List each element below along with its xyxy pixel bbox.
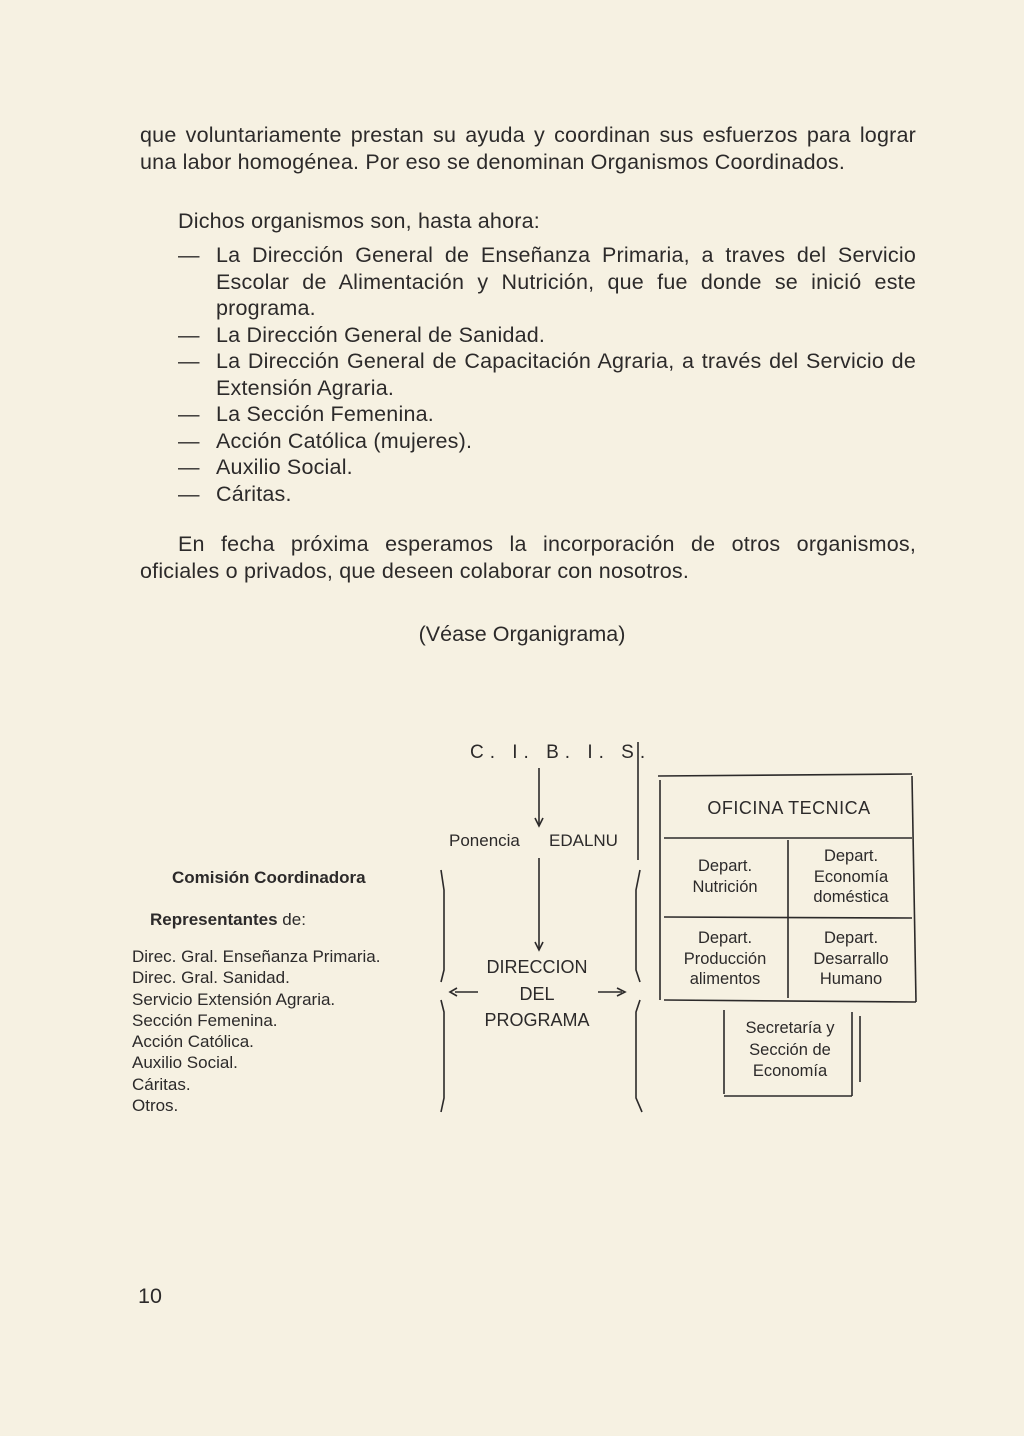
- paragraph-3-text: En fecha próxima esperamos la incorporación de otros organismos, oficiales o privados, que deseen colaborar con nosotros.: [140, 532, 916, 583]
- see-organigram-note: (Véase Organigrama): [418, 622, 626, 646]
- box-line: [658, 774, 912, 776]
- representantes-label: [150, 910, 306, 930]
- comision-coordinadora-title: Comisión Coordinadora: [172, 868, 366, 887]
- member-item: Direc. Gral. Enseñanza Primaria.: [132, 947, 381, 966]
- ponencia-label: Ponencia: [449, 831, 520, 850]
- dept-line: Depart.: [697, 929, 753, 947]
- cibis-label: C. I. B. I. S.: [470, 742, 652, 763]
- dash: —: [178, 322, 200, 347]
- paragraph-2-text: Dichos organismos son, hasta ahora:: [178, 209, 540, 233]
- dash: —: [178, 349, 200, 373]
- dept-line: Humano: [819, 970, 883, 988]
- dept-economia-domestica: [790, 846, 912, 908]
- oficina-tecnica-title: OFICINA TECNICA: [707, 798, 871, 818]
- dept-line: Desarrallo: [813, 949, 889, 968]
- organisms-list: [178, 242, 916, 507]
- list-item: [178, 322, 916, 349]
- dept-line: Economía: [813, 867, 889, 886]
- list-item: [178, 454, 916, 481]
- organigram: [0, 720, 1024, 1140]
- dash: —: [178, 402, 200, 426]
- dash: —: [178, 455, 200, 479]
- secretaria-line: Secretaría y: [745, 1019, 835, 1037]
- dept-line: alimentos: [689, 970, 761, 988]
- list-item: [178, 401, 916, 428]
- members-list: [132, 946, 380, 1116]
- dept-line: Depart.: [823, 847, 879, 865]
- direccion-line: DIRECCION: [486, 957, 588, 977]
- left-bracket: [441, 1000, 444, 1112]
- paragraph-2: [140, 208, 916, 235]
- member-item: Auxilio Social.: [132, 1053, 238, 1073]
- member-item: Otros.: [132, 1096, 179, 1116]
- dept-nutricion: [664, 856, 786, 897]
- list-item: [178, 348, 916, 401]
- list-item: [178, 428, 916, 455]
- right-bracket: [636, 1000, 642, 1112]
- page-number: 10: [138, 1284, 162, 1308]
- dept-produccion-alimentos: [664, 928, 786, 990]
- representantes-rest: de:: [277, 910, 306, 929]
- list-item-text: La Dirección General de Sanidad.: [216, 322, 546, 347]
- list-item-text: Acción Católica (mujeres).: [216, 428, 473, 453]
- dept-line: Nutrición: [692, 877, 758, 896]
- box-line: [664, 917, 912, 918]
- list-item-text: Auxilio Social.: [216, 455, 353, 479]
- dash: —: [178, 243, 200, 267]
- list-item-text: La Dirección General de Capacitación Agraria, a través del Servicio de Extensión Agraria.: [216, 349, 916, 400]
- list-item: [178, 242, 916, 322]
- list-item-text: La Sección Femenina.: [216, 402, 434, 426]
- edalnu-label: EDALNU: [549, 831, 618, 850]
- secretaria-box: [728, 1018, 852, 1083]
- direccion-line: DEL: [519, 983, 555, 1004]
- right-bracket: [636, 870, 640, 982]
- dept-line: Producción: [683, 949, 767, 968]
- left-bracket: [441, 870, 444, 982]
- dash: —: [178, 428, 200, 453]
- dept-line: Depart.: [697, 857, 753, 875]
- secretaria-line: Sección de: [749, 1040, 831, 1059]
- list-item-text: Cáritas.: [216, 481, 292, 506]
- member-item: Direc. Gral. Sanidad.: [132, 968, 290, 988]
- member-item: Acción Católica.: [132, 1032, 254, 1052]
- representantes-bold: Representantes: [150, 910, 278, 929]
- paragraph-1: que voluntariamente prestan su ayuda y coordinan sus esfuerzos para lograr una labor homogénea. Por eso se denominan Organismos Coordinados.: [140, 123, 916, 174]
- secretaria-line: Economía: [752, 1062, 828, 1080]
- member-item: Sección Femenina.: [132, 1010, 278, 1030]
- member-item: Cáritas.: [132, 1074, 191, 1094]
- list-item: [178, 481, 916, 508]
- direccion-line: PROGRAMA: [484, 1010, 590, 1030]
- dash: —: [178, 481, 200, 506]
- paragraph-3: [140, 531, 916, 584]
- member-item: Servicio Extensión Agraria.: [132, 989, 336, 1009]
- box-line: [664, 1000, 916, 1002]
- list-item-text: La Dirección General de Enseñanza Primaria, a traves del Servicio Escolar de Alimentación y Nutrición, que fue donde se inició este programa.: [216, 243, 916, 320]
- dept-line: doméstica: [813, 888, 889, 906]
- dept-desarrollo-humano: [790, 928, 912, 990]
- dept-line: Depart.: [823, 929, 879, 947]
- direccion-del-programa: [468, 954, 606, 1034]
